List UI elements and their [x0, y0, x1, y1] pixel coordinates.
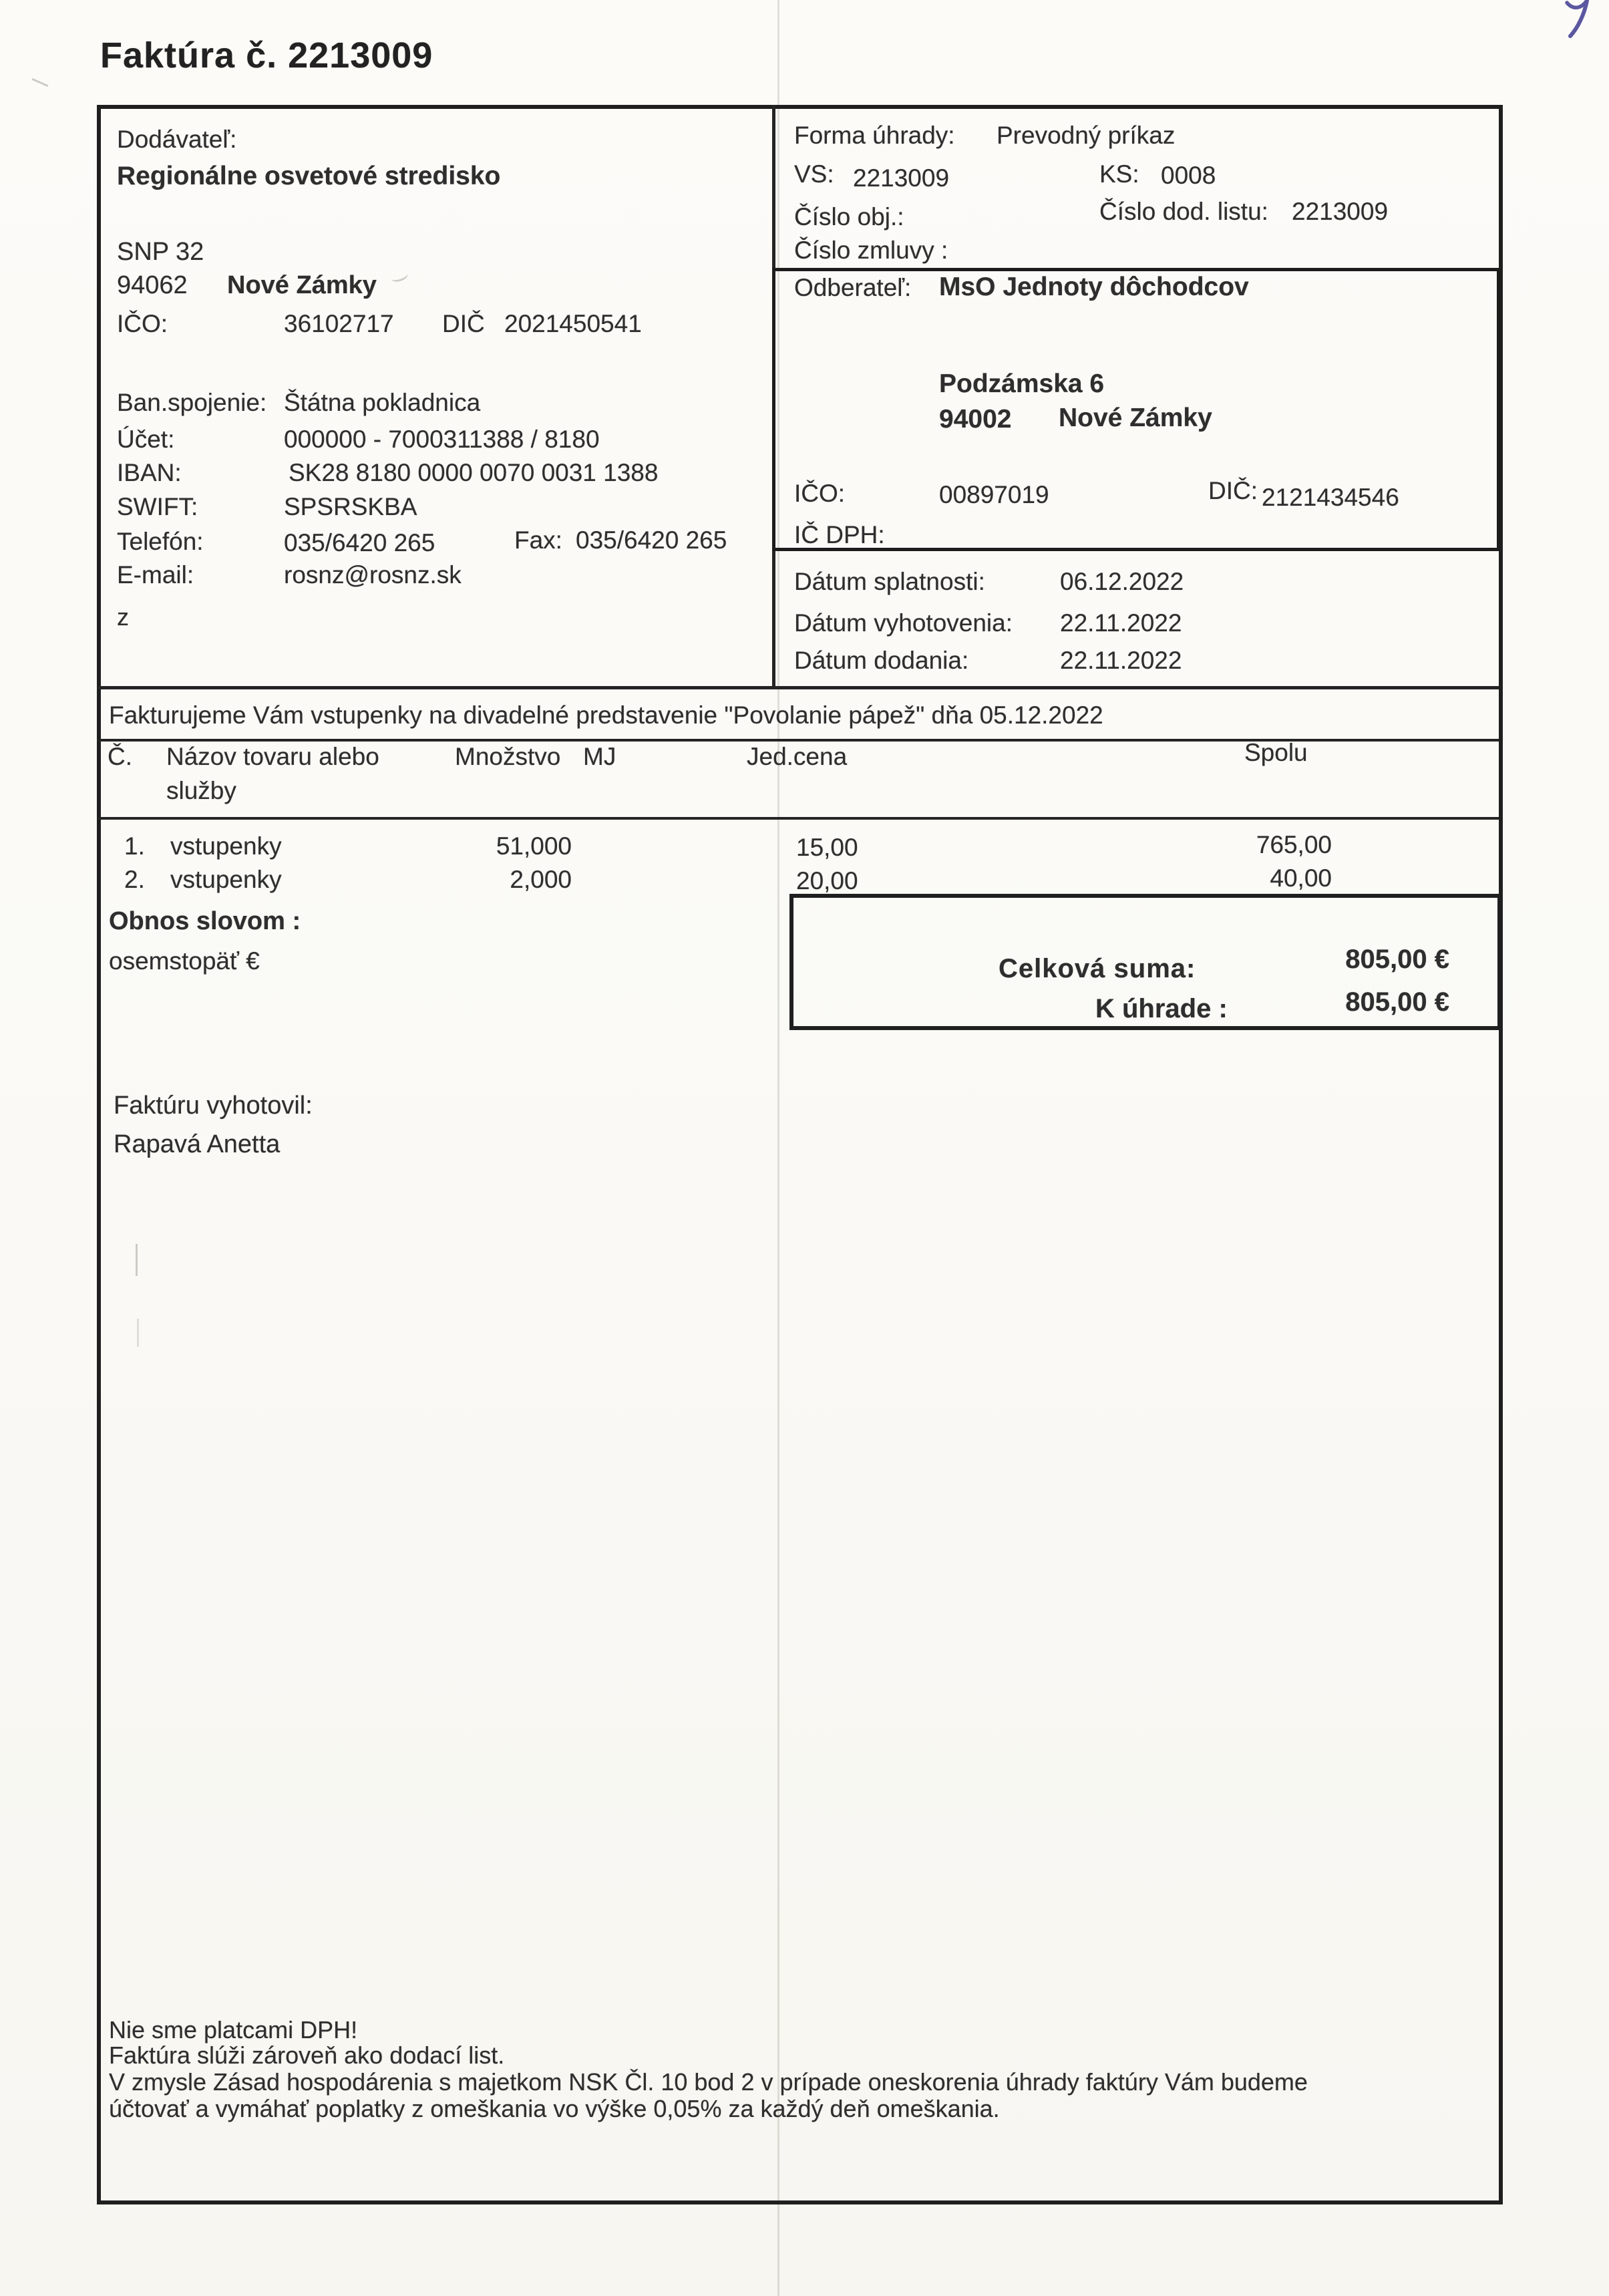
row2-total: 40,00 [1270, 864, 1332, 892]
vs-label: VS: [794, 160, 834, 188]
page-title: Faktúra č. 2213009 [100, 35, 433, 75]
row2-name: vstupenky [170, 866, 282, 893]
order-number-label: Číslo obj.: [794, 203, 904, 230]
delivery-date-value: 22.11.2022 [1060, 647, 1182, 674]
customer-icdph-label: IČ DPH: [794, 521, 885, 548]
grand-total-value: 805,00 € [1345, 945, 1449, 974]
delivery-note-value: 2213009 [1292, 198, 1389, 225]
col-header-no: Č. [108, 743, 132, 770]
payment-form-label: Forma úhrady: [794, 122, 955, 149]
row1-name: vstupenky [170, 832, 282, 860]
col-header-total: Spolu [1244, 739, 1308, 766]
row1-qty: 51,000 [496, 832, 572, 860]
ks-value: 0008 [1161, 162, 1216, 189]
customer-street: Podzámska 6 [939, 369, 1105, 398]
customer-ico-value: 00897019 [939, 481, 1049, 508]
supplier-name: Regionálne osvetové stredisko [117, 162, 501, 190]
row1-unit-price: 15,00 [796, 834, 858, 861]
ks-label: KS: [1099, 160, 1139, 188]
row2-unit-price: 20,00 [796, 867, 858, 894]
rule-above-description [97, 686, 1499, 689]
iban-value: SK28 8180 0000 0070 0031 1388 [289, 459, 659, 486]
email-label: E-mail: [117, 561, 194, 589]
customer-zip: 94002 [939, 405, 1012, 434]
fax-label: Fax: [514, 526, 562, 554]
customer-dic-label: DIČ: [1208, 477, 1258, 504]
stray-char: z [117, 603, 129, 631]
footer-line-4: účtovať a vymáhať poplatky z omeškania vo výške 0,05% za každý deň omeškania. [109, 2095, 1000, 2122]
fax-value: 035/6420 265 [576, 526, 727, 554]
footer-line-1: Nie sme platcami DPH! [109, 2016, 358, 2043]
account-value: 000000 - 7000311388 / 8180 [284, 426, 600, 453]
amount-due-label: K úhrade : [1095, 994, 1228, 1023]
swift-value: SPSRSKBA [284, 493, 417, 520]
phone-label: Telefón: [117, 528, 204, 555]
issue-date-value: 22.11.2022 [1060, 609, 1182, 637]
due-date-value: 06.12.2022 [1060, 568, 1184, 595]
phone-value: 035/6420 265 [284, 529, 435, 556]
bank-label: Ban.spojenie: [117, 389, 267, 416]
row2-qty: 2,000 [510, 866, 572, 893]
supplier-street: SNP 32 [117, 238, 204, 266]
grand-total-label: Celková suma: [999, 954, 1196, 983]
supplier-city: Nové Zámky [227, 271, 377, 299]
supplier-ico-value: 36102717 [284, 310, 394, 337]
iban-label: IBAN: [117, 459, 182, 486]
handwritten-mark [1556, 0, 1609, 53]
delivery-note-label: Číslo dod. listu: [1099, 198, 1268, 225]
bank-value: Štátna pokladnica [284, 389, 481, 416]
payment-form-value: Prevodný príkaz [997, 122, 1176, 149]
email-value: rosnz@rosnz.sk [284, 561, 462, 589]
due-date-label: Dátum splatnosti: [794, 568, 985, 595]
amount-in-words-value: osemstopäť € [109, 947, 260, 975]
customer-dic-value: 2121434546 [1262, 484, 1399, 511]
col-header-name-line1: Názov tovaru alebo [166, 743, 379, 770]
issued-by-name: Rapavá Anetta [114, 1130, 281, 1158]
row1-no: 1. [124, 832, 145, 860]
row2-no: 2. [124, 866, 145, 893]
invoice-description: Fakturujeme Vám vstupenky na divadelné predstavenie "Povolanie pápež" dňa 05.12.2022 [109, 701, 1103, 729]
supplier-label: Dodávateľ: [117, 126, 237, 153]
scan-artifact [32, 78, 49, 87]
rule-below-table-header [97, 817, 1499, 820]
footer-line-2: Faktúra slúži zároveň ako dodací list. [109, 2041, 505, 2069]
supplier-dic-value: 2021450541 [504, 310, 642, 337]
issued-by-label: Faktúru vyhotovil: [114, 1092, 313, 1120]
issue-date-label: Dátum vyhotovenia: [794, 609, 1013, 637]
contract-number-label: Číslo zmluvy : [794, 236, 948, 264]
vs-value: 2213009 [853, 164, 950, 192]
footer-line-3: V zmysle Zásad hospodárenia s majetkom NSK Čl. 10 bod 2 v prípade oneskorenia úhrady faktúry Vám budeme [109, 2068, 1308, 2096]
customer-name: MsO Jednoty dôchodcov [939, 273, 1249, 301]
col-header-name-line2: služby [166, 777, 236, 804]
col-header-unit: MJ [583, 743, 616, 770]
supplier-zip: 94062 [117, 271, 188, 299]
col-header-qty: Množstvo [455, 743, 561, 770]
supplier-dic-label: DIČ [442, 310, 485, 337]
row1-total: 765,00 [1256, 831, 1332, 858]
amount-due-value: 805,00 € [1345, 987, 1449, 1017]
swift-label: SWIFT: [117, 493, 198, 520]
customer-label: Odberateľ: [794, 274, 912, 301]
amount-in-words-label: Obnos slovom : [109, 907, 301, 935]
customer-ico-label: IČO: [794, 480, 846, 507]
customer-city: Nové Zámky [1059, 403, 1212, 432]
supplier-ico-label: IČO: [117, 310, 168, 337]
account-label: Účet: [117, 426, 175, 453]
col-header-unit-price: Jed.cena [747, 743, 848, 770]
delivery-date-label: Dátum dodania: [794, 647, 969, 674]
